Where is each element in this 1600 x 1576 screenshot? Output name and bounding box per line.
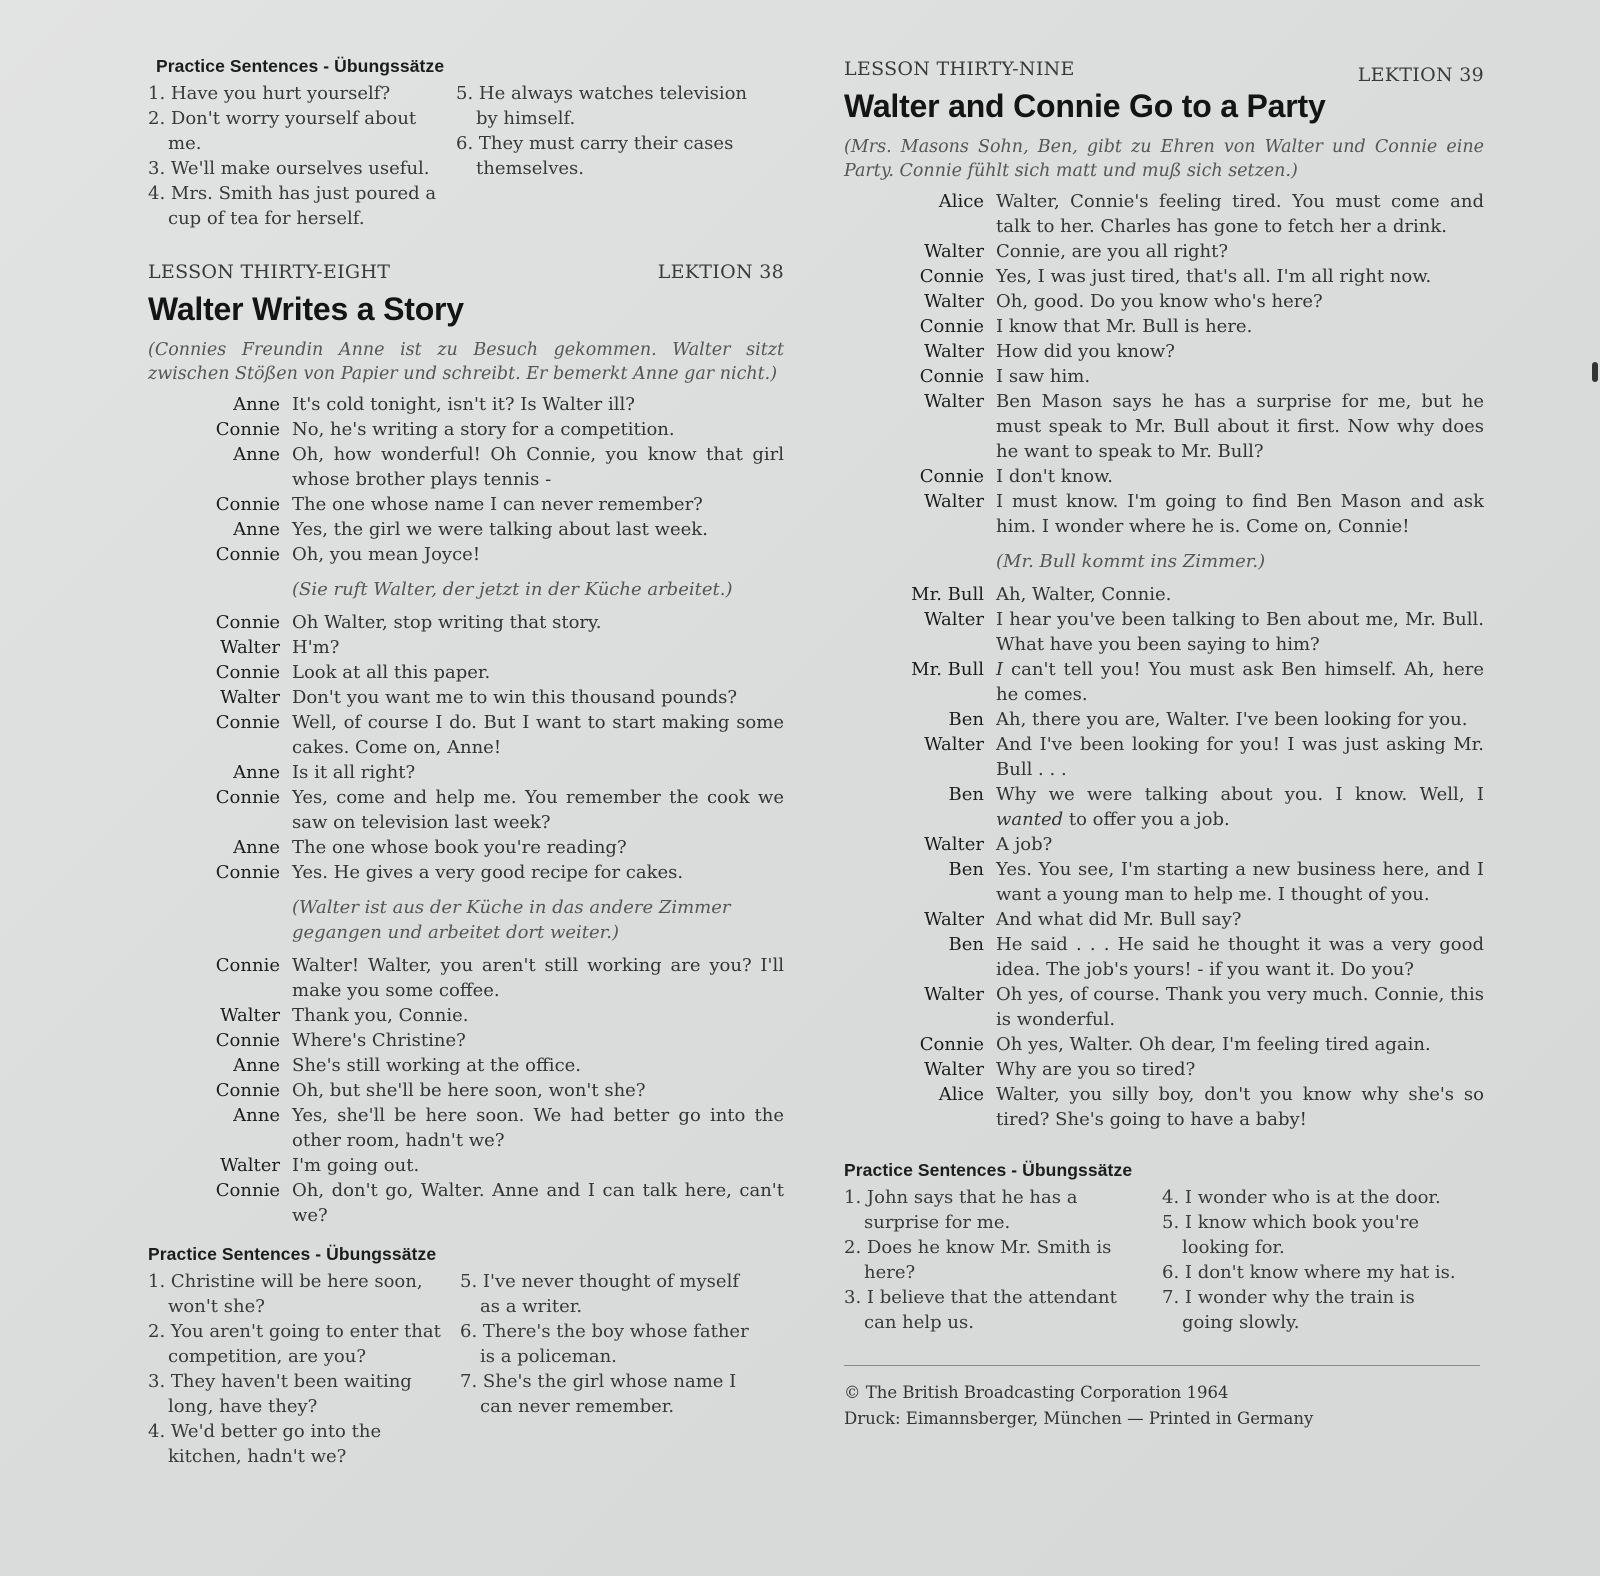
dialog-line [844,364,1484,389]
speech: How did you know? [996,341,1175,362]
dialog-line [148,610,784,635]
practice-col-2 [1144,1185,1462,1335]
practice-item: 3. We'll make ourselves useful. [148,158,430,179]
dialog [844,189,1484,1132]
dialog-line [844,489,1484,539]
lektion-label: LEKTION 38 [657,261,784,283]
practice-item: 1. Have you hurt yourself? [148,83,391,104]
speech: I must know. I'm going to find Ben Mason and ask him. I wonder where he is. Come on, Connie! [996,491,1484,537]
dialog-line [844,1057,1484,1082]
practice-item: 6. There's the boy whose father is a policeman. [460,1321,749,1367]
stage-direction: (Walter ist aus der Küche in das andere Zimmer gegangen und arbeitet dort weiter.) [292,897,731,943]
dialog-line [148,1103,784,1153]
footer [844,1380,1484,1432]
speech: Walter! Walter, you aren't still working are you? I'll make you some coffee. [292,955,784,1001]
dialog-line [148,517,784,542]
speech: Walter, you silly boy, don't you know why she's so tired? She's going to have a baby! [996,1084,1484,1130]
speech: She's still working at the office. [292,1055,582,1076]
speech [996,782,1484,832]
practice-col-2 [438,81,766,231]
dialog-line [844,389,1484,464]
speech: Connie, are you all right? [996,241,1229,262]
speaker: Anne [233,394,280,415]
speaker: Connie [919,366,984,387]
speech: Yes. He gives a very good recipe for cakes. [292,862,684,883]
speaker: Walter [220,637,280,658]
speaker: Alice [938,191,984,212]
speech: Oh, you mean Joyce! [292,544,481,565]
speech: Yes, I was just tired, that's all. I'm all right now. [996,266,1432,287]
speech: A job? [996,834,1053,855]
speech: Yes. You see, I'm starting a new business here, and I want a young man to help me. I thought of you. [996,859,1484,905]
speaker: Connie [215,1030,280,1051]
dialog-line [148,660,784,685]
dialog-line [844,582,1484,607]
dialog-line [844,289,1484,314]
speaker: Connie [215,662,280,683]
speech: No, he's writing a story for a competition. [292,419,675,440]
speech: Oh, good. Do you know who's here? [996,291,1323,312]
practice-item: 3. They haven't been waiting long, have they? [148,1371,412,1417]
dialog-line [148,953,784,1003]
speech: Yes, she'll be here soon. We had better go into the other room, hadn't we? [292,1105,784,1151]
speech: Oh, but she'll be here soon, won't she? [292,1080,646,1101]
speech-text: to offer you a job. [1063,809,1230,830]
speaker: Walter [924,834,984,855]
speech: Ah, Walter, Connie. [996,584,1172,605]
speech: Oh, how wonderful! Oh Connie, you know that girl whose brother plays tennis - [292,444,784,490]
speaker: Walter [924,984,984,1005]
lesson-39 [844,58,1484,1132]
speech: Oh Walter, stop writing that story. [292,612,602,633]
speech: Yes, the girl we were talking about last week. [292,519,708,540]
speech: I'm going out. [292,1155,420,1176]
dialog-line [844,189,1484,239]
speech: Yes, come and help me. You remember the cook we saw on television last week? [292,787,784,833]
left-column [148,56,784,1469]
speaker: Walter [924,734,984,755]
speaker: Alice [938,1084,984,1105]
speech: And I've been looking for you! I was just asking Mr. Bull . . . [996,734,1484,780]
speaker: Connie [215,862,280,883]
dialog-line [148,417,784,442]
dialog-line [148,1178,784,1228]
speaker: Walter [924,491,984,512]
speech: H'm? [292,637,340,658]
dialog-line [844,907,1484,932]
dialog-line [148,1053,784,1078]
dialog-line [844,857,1484,907]
speaker: Walter [220,1155,280,1176]
speaker: Anne [233,1055,280,1076]
dialog-line [844,732,1484,782]
practice-item: 6. They must carry their cases themselves. [456,133,734,179]
stage-direction: (Mr. Bull kommt ins Zimmer.) [996,551,1266,572]
dialog-line [844,932,1484,982]
lektion-label: LEKTION 39 [1357,64,1484,86]
speech-text: Why we were talking about you. I know. Well, I [996,784,1484,805]
speaker: Anne [233,444,280,465]
dialog-line [148,835,784,860]
speech: Thank you, Connie. [292,1005,469,1026]
dialog-line [148,635,784,660]
practice-item: 5. I've never thought of myself as a writer. [460,1271,739,1317]
dialog-line [844,264,1484,289]
speaker: Anne [233,519,280,540]
practice-sentences-bottom [148,1244,784,1469]
practice-item: 1. Christine will be here soon, won't she? [148,1271,423,1317]
lesson-intro: (Connies Freundin Anne ist zu Besuch gekommen. Walter sitzt zwischen Stößen von Papier und schreibt. Er bemerkt Anne gar nicht.) [148,340,784,384]
dialog-line [148,785,784,835]
edge-mark [1592,362,1598,382]
lesson-title: Walter Writes a Story [148,291,464,327]
speaker: Walter [924,341,984,362]
practice-sentences-right [844,1160,1484,1335]
speaker: Walter [924,909,984,930]
speaker: Connie [215,712,280,733]
dialog-line [148,710,784,760]
speech: It's cold tonight, isn't it? Is Walter ill? [292,394,635,415]
speaker: Connie [215,955,280,976]
dialog-line [844,657,1484,707]
dialog-line [148,1028,784,1053]
dialog-line [844,782,1484,832]
practice-item: 1. John says that he has a surprise for me. [844,1187,1078,1233]
practice-sentences-top [148,56,784,231]
dialog-line [844,314,1484,339]
dialog-line [148,492,784,517]
practice-col-2 [452,1269,760,1469]
dialog-line [148,685,784,710]
practice-item: 2. You aren't going to enter that competition, are you? [148,1321,441,1367]
practice-item: 4. We'd better go into the kitchen, hadn't we? [148,1421,382,1467]
speech: And what did Mr. Bull say? [996,909,1242,930]
dialog-line [148,442,784,492]
practice-item: 7. I wonder why the train is going slowly. [1162,1287,1415,1333]
dialog-line [844,339,1484,364]
speaker: Walter [924,609,984,630]
speaker: Connie [215,1080,280,1101]
speech: The one whose name I can never remember? [292,494,703,515]
speaker: Ben [948,934,984,955]
printer-line: Druck: Eimannsberger, München — Printed in Germany [844,1409,1314,1428]
dialog-line [148,542,784,567]
practice-heading: Practice Sentences - Übungssätze [148,1244,437,1264]
speech: Walter, Connie's feeling tired. You must come and talk to her. Charles has gone to fetch her a drink. [996,191,1484,237]
practice-item: 5. I know which book you're looking for. [1162,1212,1419,1258]
speech [996,657,1484,707]
speech: Is it all right? [292,762,416,783]
practice-heading: Practice Sentences - Übungssätze [844,1160,1133,1180]
speaker: Connie [215,612,280,633]
dialog-line [148,860,784,885]
speaker: Connie [919,266,984,287]
stage-direction: (Sie ruft Walter, der jetzt in der Küche arbeitet.) [292,579,733,600]
speech: Oh yes, Walter. Oh dear, I'm feeling tired again. [996,1034,1431,1055]
practice-col-1 [148,1269,452,1469]
practice-item: 2. Does he know Mr. Smith is here? [844,1237,1112,1283]
speech: Look at all this paper. [292,662,491,683]
dialog-line [844,832,1484,857]
speaker: Walter [924,291,984,312]
footer-divider [844,1365,1480,1366]
lesson-title: Walter and Connie Go to a Party [844,88,1326,124]
dialog-line [844,707,1484,732]
speech-text: can't tell you! You must ask Ben himself. Ah, here he comes. [996,659,1484,705]
lesson-intro: (Mrs. Masons Sohn, Ben, gibt zu Ehren von Walter und Connie eine Party. Connie fühlt sich matt und muß sich setzen.) [844,137,1484,181]
lesson-38 [148,261,784,1228]
practice-item: 5. He always watches television by himself. [456,83,748,129]
right-column [844,58,1484,1432]
speaker: Connie [919,1034,984,1055]
speaker: Ben [948,709,984,730]
copyright-line: © The British Broadcasting Corporation 1964 [844,1383,1229,1402]
dialog-line [844,464,1484,489]
lesson-label: LESSON THIRTY-EIGHT [148,261,391,283]
speech: Ben Mason says he has a surprise for me, but he must speak to Mr. Bull about it first. Now why does he want to speak to Mr. Bull? [996,391,1484,462]
speech: I know that Mr. Bull is here. [996,316,1253,337]
speech: I don't know. [996,466,1114,487]
speech: I saw him. [996,366,1091,387]
practice-item: 4. I wonder who is at the door. [1162,1187,1441,1208]
practice-item: 6. I don't know where my hat is. [1162,1262,1456,1283]
dialog-line [844,607,1484,657]
dialog-line [148,392,784,417]
speaker: Connie [215,419,280,440]
speech: The one whose book you're reading? [292,837,627,858]
dialog-line [148,1153,784,1178]
emphasis: I [996,659,1004,680]
speaker: Mr. Bull [911,584,984,605]
speaker: Connie [919,316,984,337]
lesson-label: LESSON THIRTY-NINE [844,58,1075,80]
speaker: Walter [220,1005,280,1026]
dialog-line [148,1078,784,1103]
dialog-line [844,1032,1484,1057]
speaker: Connie [919,466,984,487]
speaker: Connie [215,494,280,515]
speaker: Anne [233,1105,280,1126]
dialog [148,392,784,1228]
practice-item: 3. I believe that the attendant can help us. [844,1287,1117,1333]
speech: Why are you so tired? [996,1059,1196,1080]
practice-item: 4. Mrs. Smith has just poured a cup of tea for herself. [148,183,437,229]
speaker: Walter [924,391,984,412]
speaker: Connie [215,544,280,565]
speaker: Ben [948,859,984,880]
dialog-line [148,1003,784,1028]
speech: Oh yes, of course. Thank you very much. Connie, this is wonderful. [996,984,1484,1030]
practice-item: 2. Don't worry yourself about me. [148,108,417,154]
speech: Well, of course I do. But I want to start making some cakes. Come on, Anne! [292,712,784,758]
dialog-line [148,760,784,785]
speaker: Connie [215,1180,280,1201]
speaker: Walter [924,241,984,262]
speech: He said . . . He said he thought it was a very good idea. The job's yours! - if you want it. Do you? [996,934,1484,980]
practice-col-1 [844,1185,1144,1335]
dialog-line [844,1082,1484,1132]
dialog-line [844,239,1484,264]
speaker: Anne [233,762,280,783]
speech: Where's Christine? [292,1030,466,1051]
practice-col-1 [148,81,438,231]
speaker: Walter [924,1059,984,1080]
speaker: Ben [948,784,984,805]
practice-heading: Practice Sentences - Übungssätze [156,56,445,76]
speaker: Connie [215,787,280,808]
practice-item: 7. She's the girl whose name I can never remember. [460,1371,737,1417]
speech: Oh, don't go, Walter. Anne and I can talk here, can't we? [292,1180,784,1226]
emphasis: wanted [996,809,1064,830]
speaker: Anne [233,837,280,858]
speech: Ah, there you are, Walter. I've been looking for you. [996,709,1468,730]
dialog-line [844,982,1484,1032]
speech: I hear you've been talking to Ben about me, Mr. Bull. What have you been saying to him? [996,609,1484,655]
speech: Don't you want me to win this thousand pounds? [292,687,738,708]
speaker: Walter [220,687,280,708]
speaker: Mr. Bull [911,659,984,680]
